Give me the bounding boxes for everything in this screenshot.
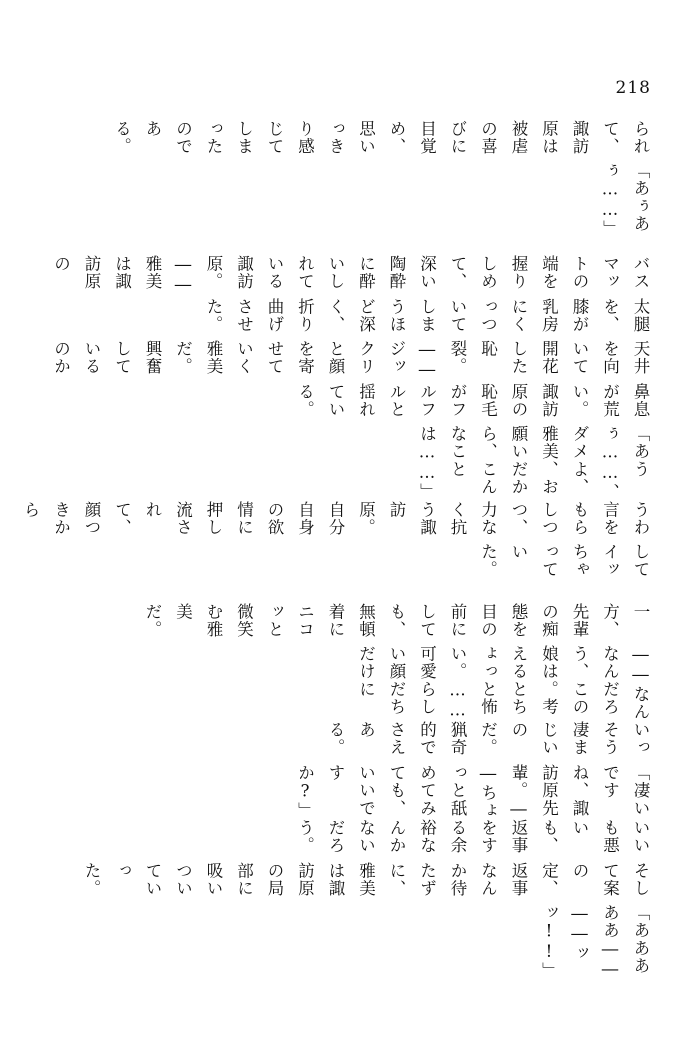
text-column: してイッちゃっていた。 xyxy=(478,543,650,579)
text-column: 太腿を、膝が乳房にくっついてしまうほど深く、折り曲げさせた。 xyxy=(204,297,650,334)
text-column: 鼻息が荒い。諏訪原の恥毛がフルフルと揺れている。 xyxy=(295,382,650,419)
text-column: 天井を向いて開花した恥裂。――ジックリと顔を寄せていく雅美だ。興奮しているのか xyxy=(51,340,650,381)
text-column: うわ言をもらしつつ、力なく抗う諏訪原。自分自身の欲情に押し流されて、顔つきから xyxy=(21,500,650,537)
text-column: ――なんなんだろう、この娘は。考えるとちょっと怖い。……可愛らしい顔だちだけに xyxy=(356,645,650,722)
page-text-body xyxy=(21,120,655,980)
text-column: 「あぅあぅ……」 xyxy=(600,162,650,239)
text-column: そして案の定、返事なんか待たずに、雅美は諏訪原の局部に吸いついていった。 xyxy=(82,861,650,898)
text-column: 「凄いですね、諏訪原先輩。――ちょっと舐めてみても、いいですか?」 xyxy=(295,763,650,820)
text-column: 「あああああ――――ッッ!!」 xyxy=(539,904,650,980)
text-column: 一方、先輩の痴態を目の前にしても、無頓着にニコッと微笑む雅美だ。 xyxy=(143,602,650,639)
text-column: いっそう凄まじいのだ。猟奇的でさえある。 xyxy=(326,721,650,757)
page-number: 218 xyxy=(615,78,651,98)
text-column: 「あうぅ……、ダメよ、雅美、お願いだから、こんなことは……」 xyxy=(417,425,650,501)
text-column: られて、諏訪原は被虐の喜びに目覚め、思いっきり感じてしまったのである。 xyxy=(112,120,650,156)
text-column: バスマットの端を握りしめて、深い陶酔に酔いしれている諏訪原。――雅美は諏訪原の xyxy=(51,255,650,296)
text-column: いいも悪いも、返事をする余裕なんかないだろう。 xyxy=(295,819,650,855)
